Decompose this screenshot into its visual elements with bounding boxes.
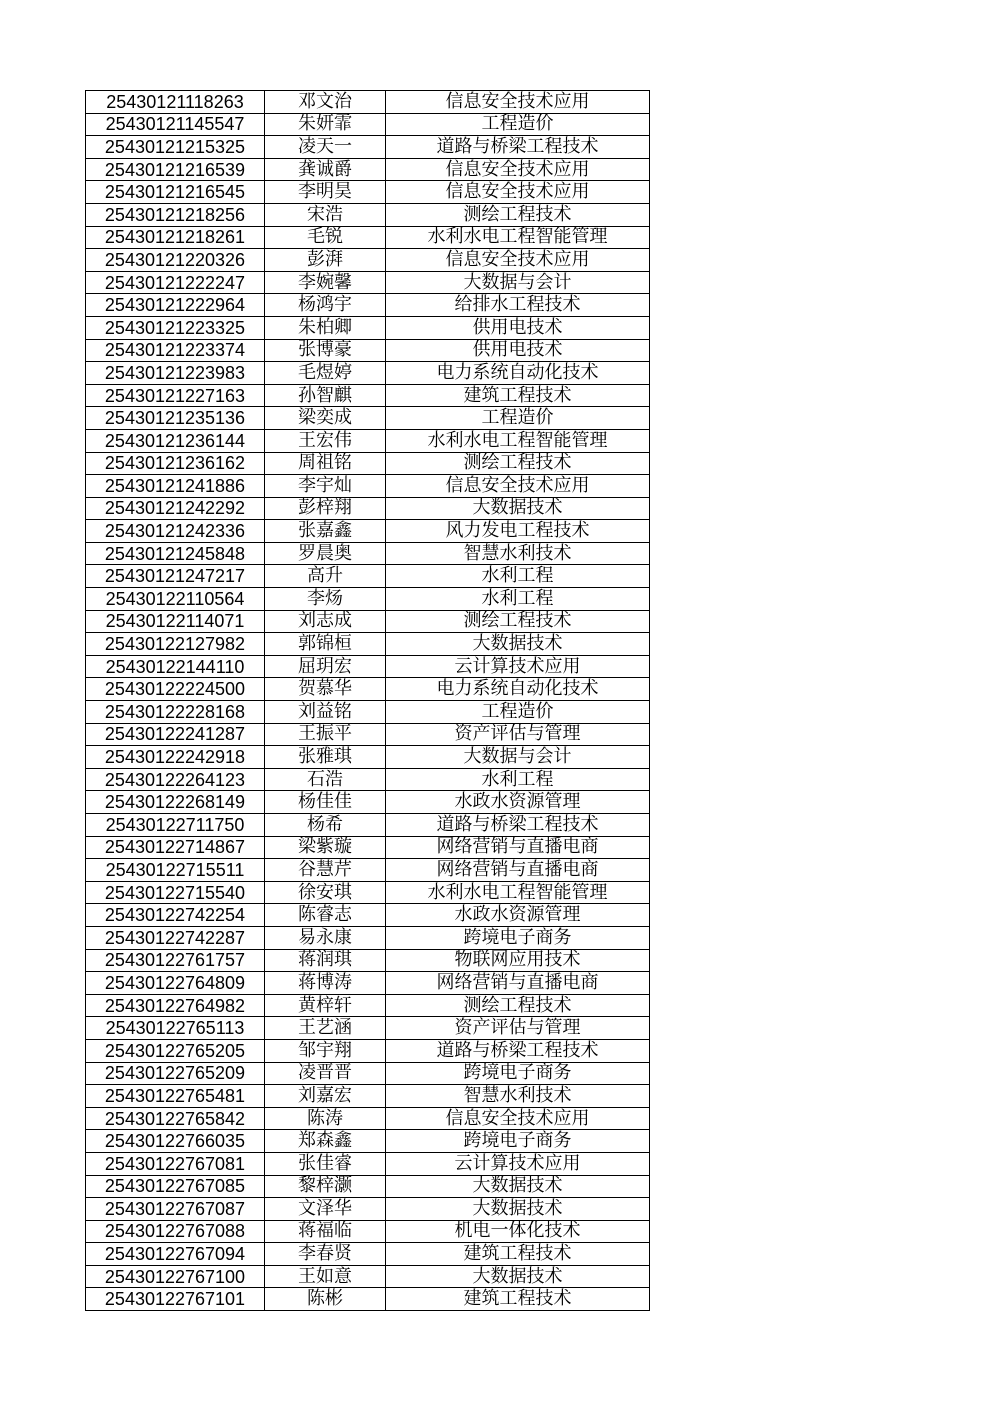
major-cell: 云计算技术应用: [386, 655, 650, 678]
table-row: [86, 701, 650, 724]
major-cell: 信息安全技术应用: [386, 91, 650, 114]
student-name-cell: 张嘉鑫: [265, 520, 386, 543]
major-cell: 电力系统自动化技术: [386, 678, 650, 701]
student-id-cell: 25430122742287: [86, 926, 265, 949]
student-name-cell: 邓文治: [265, 91, 386, 114]
major-cell: 信息安全技术应用: [386, 1107, 650, 1130]
table-row: [86, 926, 650, 949]
major-cell: 供用电技术: [386, 316, 650, 339]
major-cell: 给排水工程技术: [386, 294, 650, 317]
student-name-cell: 李春贤: [265, 1243, 386, 1266]
student-id-cell: 25430121247217: [86, 565, 265, 588]
table-row: [86, 294, 650, 317]
student-name-cell: 徐安琪: [265, 881, 386, 904]
table-row: [86, 136, 650, 159]
major-cell: 大数据与会计: [386, 746, 650, 769]
student-name-cell: 孙智麒: [265, 384, 386, 407]
table-row: [86, 1243, 650, 1266]
major-cell: 机电一体化技术: [386, 1220, 650, 1243]
student-id-cell: 25430122715511: [86, 859, 265, 882]
major-cell: 水利工程: [386, 768, 650, 791]
major-cell: 信息安全技术应用: [386, 249, 650, 272]
table-row: [86, 497, 650, 520]
student-name-cell: 王宏伟: [265, 429, 386, 452]
major-cell: 道路与桥梁工程技术: [386, 136, 650, 159]
table-row: [86, 1198, 650, 1221]
student-name-cell: 杨佳佳: [265, 791, 386, 814]
student-id-cell: 25430121223983: [86, 362, 265, 385]
table-row: [86, 1288, 650, 1311]
student-id-cell: 25430121236162: [86, 452, 265, 475]
student-name-cell: 陈涛: [265, 1107, 386, 1130]
student-id-cell: 25430122767085: [86, 1175, 265, 1198]
student-name-cell: 贺慕华: [265, 678, 386, 701]
student-id-cell: 25430121216539: [86, 158, 265, 181]
table-row: [86, 904, 650, 927]
major-cell: 物联网应用技术: [386, 949, 650, 972]
table-row: [86, 249, 650, 272]
student-name-cell: 彭湃: [265, 249, 386, 272]
table-row: [86, 226, 650, 249]
student-id-cell: 25430122268149: [86, 791, 265, 814]
student-id-cell: 25430122765205: [86, 1039, 265, 1062]
major-cell: 水利工程: [386, 588, 650, 611]
student-name-cell: 刘志成: [265, 610, 386, 633]
student-name-cell: 罗晨奥: [265, 542, 386, 565]
table-row: [86, 407, 650, 430]
table-row: [86, 1152, 650, 1175]
major-cell: 工程造价: [386, 701, 650, 724]
student-name-cell: 杨希: [265, 814, 386, 837]
table-row: [86, 1220, 650, 1243]
student-name-cell: 周祖铭: [265, 452, 386, 475]
student-id-cell: 25430122765481: [86, 1085, 265, 1108]
major-cell: 智慧水利技术: [386, 542, 650, 565]
student-id-cell: 25430121118263: [86, 91, 265, 114]
student-id-cell: 25430122742254: [86, 904, 265, 927]
student-id-cell: 25430121218261: [86, 226, 265, 249]
major-cell: 道路与桥梁工程技术: [386, 1039, 650, 1062]
table-row: [86, 836, 650, 859]
table-row: [86, 1107, 650, 1130]
table-row: [86, 881, 650, 904]
student-id-cell: 25430122761757: [86, 949, 265, 972]
student-id-cell: 25430122767088: [86, 1220, 265, 1243]
student-name-cell: 毛煜婷: [265, 362, 386, 385]
student-id-cell: 25430122711750: [86, 814, 265, 837]
major-cell: 建筑工程技术: [386, 384, 650, 407]
table-row: [86, 746, 650, 769]
major-cell: 水利水电工程智能管理: [386, 429, 650, 452]
major-cell: 供用电技术: [386, 339, 650, 362]
table-row: [86, 949, 650, 972]
student-id-cell: 25430121227163: [86, 384, 265, 407]
student-name-cell: 陈睿志: [265, 904, 386, 927]
student-name-cell: 张佳睿: [265, 1152, 386, 1175]
student-id-cell: 25430121223325: [86, 316, 265, 339]
table-row: [86, 362, 650, 385]
student-name-cell: 王艺涵: [265, 1017, 386, 1040]
major-cell: 大数据技术: [386, 497, 650, 520]
major-cell: 测绘工程技术: [386, 610, 650, 633]
student-id-cell: 25430122764982: [86, 994, 265, 1017]
student-id-cell: 25430122114071: [86, 610, 265, 633]
table-row: [86, 791, 650, 814]
student-id-cell: 25430122766035: [86, 1130, 265, 1153]
student-id-cell: 25430121241886: [86, 475, 265, 498]
major-cell: 信息安全技术应用: [386, 158, 650, 181]
major-cell: 风力发电工程技术: [386, 520, 650, 543]
major-cell: 水利水电工程智能管理: [386, 881, 650, 904]
student-name-cell: 宋浩: [265, 203, 386, 226]
table-row: [86, 723, 650, 746]
major-cell: 测绘工程技术: [386, 452, 650, 475]
student-table: [85, 90, 650, 1311]
student-name-cell: 郭锦桓: [265, 633, 386, 656]
major-cell: 资产评估与管理: [386, 723, 650, 746]
major-cell: 水政水资源管理: [386, 791, 650, 814]
student-id-cell: 25430121235136: [86, 407, 265, 430]
student-id-cell: 25430122767087: [86, 1198, 265, 1221]
table-row: [86, 1265, 650, 1288]
student-name-cell: 谷慧芹: [265, 859, 386, 882]
student-id-cell: 25430121145547: [86, 113, 265, 136]
student-name-cell: 刘益铭: [265, 701, 386, 724]
table-row: [86, 1130, 650, 1153]
table-row: [86, 542, 650, 565]
student-name-cell: 郑森鑫: [265, 1130, 386, 1153]
student-id-cell: 25430121216545: [86, 181, 265, 204]
student-name-cell: 梁奕成: [265, 407, 386, 430]
student-name-cell: 朱柏卿: [265, 316, 386, 339]
major-cell: 智慧水利技术: [386, 1085, 650, 1108]
student-name-cell: 王振平: [265, 723, 386, 746]
student-name-cell: 蒋福临: [265, 1220, 386, 1243]
major-cell: 信息安全技术应用: [386, 475, 650, 498]
student-id-cell: 25430122764809: [86, 972, 265, 995]
major-cell: 网络营销与直播电商: [386, 972, 650, 995]
table-row: [86, 633, 650, 656]
student-id-cell: 25430121223374: [86, 339, 265, 362]
major-cell: 测绘工程技术: [386, 994, 650, 1017]
major-cell: 电力系统自动化技术: [386, 362, 650, 385]
student-name-cell: 蒋润琪: [265, 949, 386, 972]
table-row: [86, 565, 650, 588]
student-name-cell: 王如意: [265, 1265, 386, 1288]
table-row: [86, 655, 650, 678]
table-row: [86, 429, 650, 452]
student-id-cell: 25430122127982: [86, 633, 265, 656]
student-id-cell: 25430122765842: [86, 1107, 265, 1130]
student-id-cell: 25430121242336: [86, 520, 265, 543]
major-cell: 水利工程: [386, 565, 650, 588]
table-row: [86, 859, 650, 882]
student-id-cell: 25430122767101: [86, 1288, 265, 1311]
student-id-cell: 25430122241287: [86, 723, 265, 746]
table-row: [86, 1175, 650, 1198]
student-id-cell: 25430122224500: [86, 678, 265, 701]
student-name-cell: 石浩: [265, 768, 386, 791]
student-name-cell: 凌天一: [265, 136, 386, 159]
major-cell: 大数据技术: [386, 1175, 650, 1198]
student-name-cell: 梁紫璇: [265, 836, 386, 859]
major-cell: 工程造价: [386, 407, 650, 430]
table-row: [86, 520, 650, 543]
student-id-cell: 25430121220326: [86, 249, 265, 272]
major-cell: 测绘工程技术: [386, 203, 650, 226]
student-id-cell: 25430122242918: [86, 746, 265, 769]
student-id-cell: 25430122765209: [86, 1062, 265, 1085]
table-row: [86, 1039, 650, 1062]
student-name-cell: 高升: [265, 565, 386, 588]
student-id-cell: 25430122228168: [86, 701, 265, 724]
student-id-cell: 25430122767081: [86, 1152, 265, 1175]
table-row: [86, 610, 650, 633]
table-row: [86, 384, 650, 407]
table-row: [86, 339, 650, 362]
student-id-cell: 25430122144110: [86, 655, 265, 678]
table-row: [86, 768, 650, 791]
table-row: [86, 1085, 650, 1108]
major-cell: 水政水资源管理: [386, 904, 650, 927]
major-cell: 云计算技术应用: [386, 1152, 650, 1175]
student-name-cell: 刘嘉宏: [265, 1085, 386, 1108]
student-name-cell: 张博豪: [265, 339, 386, 362]
major-cell: 跨境电子商务: [386, 926, 650, 949]
student-name-cell: 陈彬: [265, 1288, 386, 1311]
table-row: [86, 814, 650, 837]
student-name-cell: 蒋博涛: [265, 972, 386, 995]
student-name-cell: 彭梓翔: [265, 497, 386, 520]
student-name-cell: 李明昊: [265, 181, 386, 204]
student-id-cell: 25430121242292: [86, 497, 265, 520]
major-cell: 跨境电子商务: [386, 1130, 650, 1153]
table-row: [86, 203, 650, 226]
major-cell: 大数据技术: [386, 633, 650, 656]
student-name-cell: 凌晋晋: [265, 1062, 386, 1085]
major-cell: 大数据与会计: [386, 271, 650, 294]
student-id-cell: 25430122110564: [86, 588, 265, 611]
table-row: [86, 181, 650, 204]
major-cell: 网络营销与直播电商: [386, 859, 650, 882]
student-id-cell: 25430122715540: [86, 881, 265, 904]
major-cell: 网络营销与直播电商: [386, 836, 650, 859]
student-name-cell: 文泽华: [265, 1198, 386, 1221]
student-name-cell: 张雅琪: [265, 746, 386, 769]
table-row: [86, 972, 650, 995]
table-row: [86, 452, 650, 475]
major-cell: 道路与桥梁工程技术: [386, 814, 650, 837]
major-cell: 跨境电子商务: [386, 1062, 650, 1085]
student-id-cell: 25430122714867: [86, 836, 265, 859]
table-row: [86, 113, 650, 136]
major-cell: 信息安全技术应用: [386, 181, 650, 204]
table-row: [86, 588, 650, 611]
table-row: [86, 271, 650, 294]
table-row: [86, 158, 650, 181]
student-id-cell: 25430121222247: [86, 271, 265, 294]
student-name-cell: 毛锐: [265, 226, 386, 249]
student-id-cell: 25430122264123: [86, 768, 265, 791]
student-id-cell: 25430121218256: [86, 203, 265, 226]
student-id-cell: 25430122767094: [86, 1243, 265, 1266]
major-cell: 工程造价: [386, 113, 650, 136]
student-name-cell: 黎梓灏: [265, 1175, 386, 1198]
table-row: [86, 316, 650, 339]
student-name-cell: 龚诚爵: [265, 158, 386, 181]
table-row: [86, 475, 650, 498]
student-id-cell: 25430121236144: [86, 429, 265, 452]
student-name-cell: 李婉馨: [265, 271, 386, 294]
student-id-cell: 25430122767100: [86, 1265, 265, 1288]
table-row: [86, 994, 650, 1017]
student-name-cell: 黄梓轩: [265, 994, 386, 1017]
table-row: [86, 678, 650, 701]
table-row: [86, 1062, 650, 1085]
table-row: [86, 1017, 650, 1040]
student-id-cell: 25430121215325: [86, 136, 265, 159]
major-cell: 建筑工程技术: [386, 1243, 650, 1266]
major-cell: 大数据技术: [386, 1198, 650, 1221]
major-cell: 水利水电工程智能管理: [386, 226, 650, 249]
student-name-cell: 易永康: [265, 926, 386, 949]
student-table-body: [86, 91, 650, 1311]
student-name-cell: 杨鸿宇: [265, 294, 386, 317]
major-cell: 资产评估与管理: [386, 1017, 650, 1040]
student-id-cell: 25430121245848: [86, 542, 265, 565]
student-id-cell: 25430122765113: [86, 1017, 265, 1040]
major-cell: 大数据技术: [386, 1265, 650, 1288]
student-name-cell: 李炀: [265, 588, 386, 611]
student-id-cell: 25430121222964: [86, 294, 265, 317]
student-name-cell: 李宇灿: [265, 475, 386, 498]
student-name-cell: 朱妍霏: [265, 113, 386, 136]
table-row: [86, 91, 650, 114]
student-name-cell: 屈玥宏: [265, 655, 386, 678]
student-name-cell: 邹宇翔: [265, 1039, 386, 1062]
major-cell: 建筑工程技术: [386, 1288, 650, 1311]
